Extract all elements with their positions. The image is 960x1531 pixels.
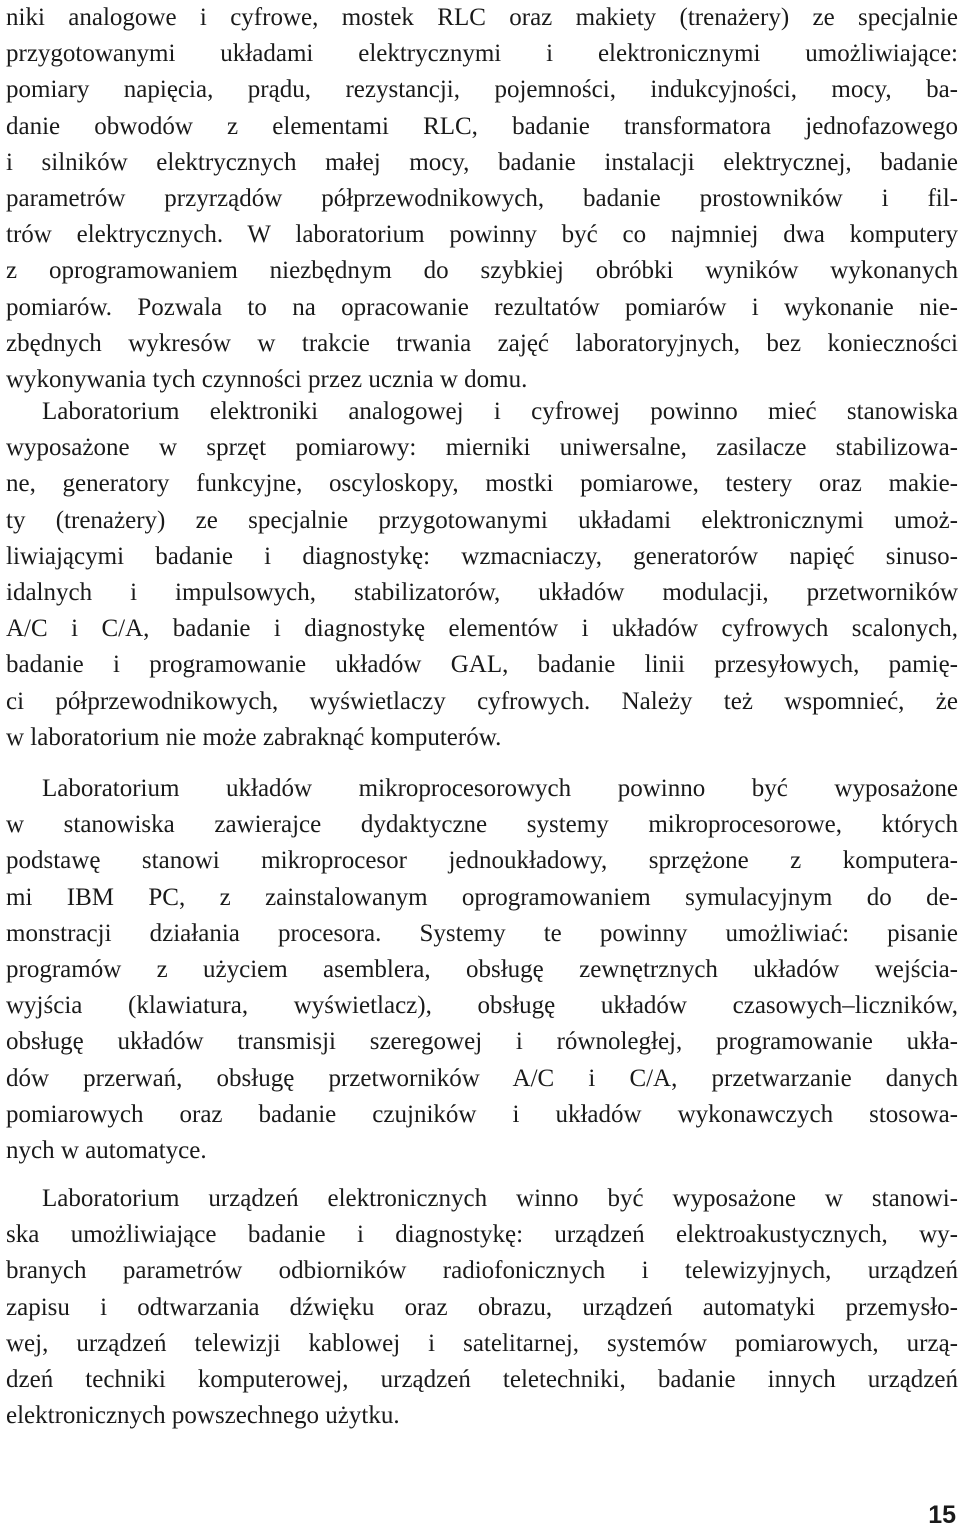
text-line: monstracji działania procesora. Systemy te powinny umożliwiać: pisanie: [6, 919, 958, 947]
text-line: pomiarów. Pozwala to na opracowanie rezultatów pomiarów i wykonanie nie-: [6, 293, 958, 321]
page-number: 15: [928, 1501, 956, 1529]
text-line: podstawę stanowi mikroprocesor jednoukładowy, sprzężone z komputera-: [6, 847, 958, 875]
paragraph-lab-analog-digital-electronics: [6, 394, 958, 756]
paragraph-lab-electrotechnics-continued: [6, 0, 958, 398]
text-line: liwiającymi badanie i diagnostykę: wzmacniaczy, generatorów napięć sinuso-: [6, 542, 958, 570]
text-line: ci półprzewodnikowych, wyświetlaczy cyfrowych. Należy też wspomnieć, że: [6, 687, 958, 715]
text-line: branych parametrów odbiorników radiofonicznych i telewizyjnych, urządzeń: [6, 1257, 958, 1285]
text-line: zapisu i odtwarzania dźwięku oraz obrazu, urządzeń automatyki przemysło-: [6, 1293, 958, 1321]
text-line: ty (trenażery) ze specjalnie przygotowanymi układami elektronicznymi umoż-: [6, 506, 958, 534]
text-line: wyjścia (klawiatura, wyświetlacz), obsługę układów czasowych–liczników,: [6, 992, 958, 1020]
text-line: parametrów przyrządów półprzewodnikowych, badanie prostowników i fil-: [6, 184, 958, 212]
text-line: niki analogowe i cyfrowe, mostek RLC oraz makiety (trenażery) ze specjalnie: [6, 4, 958, 31]
text-line: wej, urządzeń telewizji kablowej i satelitarnej, systemów pomiarowych, urzą-: [6, 1329, 958, 1357]
text-line: trów elektrycznych. W laboratorium powinny być co najmniej dwa komputery: [6, 221, 958, 249]
text-line: Laboratorium urządzeń elektronicznych winno być wyposażone w stanowi-: [42, 1185, 958, 1212]
text-line: Laboratorium układów mikroprocesorowych powinno być wyposażone: [42, 775, 958, 802]
text-line: z oprogramowaniem niezbędnym do szybkiej obróbki wyników wykonanych: [6, 257, 958, 285]
text-line: programów z użyciem asemblera, obsługę zewnętrznych układów wejścia-: [6, 955, 958, 983]
text-line: pomiarowych oraz badanie czujników i układów wykonawczych stosowa-: [6, 1100, 958, 1128]
text-line: dzeń techniki komputerowej, urządzeń teletechniki, badanie innych urządzeń: [6, 1365, 958, 1393]
text-line: ska umożliwiające badanie i diagnostykę: urządzeń elektroakustycznych, wy-: [6, 1221, 958, 1249]
text-line: idalnych i impulsowych, stabilizatorów, układów modulacji, przetworników: [6, 578, 958, 606]
text-line: przygotowanymi układami elektrycznymi i elektronicznymi umożliwiające:: [6, 40, 958, 68]
text-line: pomiary napięcia, prądu, rezystancji, pojemności, indukcyjności, mocy, ba-: [6, 76, 958, 104]
text-line: ne, generatory funkcyjne, oscyloskopy, mostki pomiarowe, testery oraz makie-: [6, 470, 958, 498]
text-line: w stanowiska zawierajce dydaktyczne systemy mikroprocesorowe, których: [6, 811, 958, 839]
text-line: wyposażone w sprzęt pomiarowy: mierniki uniwersalne, zasilacze stabilizowa-: [6, 434, 958, 462]
text-line: i silników elektrycznych małej mocy, badanie instalacji elektrycznej, badanie: [6, 148, 958, 176]
text-line: dów przerwań, obsługę przetworników A/C i C/A, przetwarzanie danych: [6, 1064, 958, 1092]
paragraph-lab-electronic-devices: [6, 1181, 958, 1434]
text-line: zbędnych wykresów w trakcie trwania zajęć laboratoryjnych, bez konieczności: [6, 329, 958, 357]
text-line: wykonywania tych czynności przez ucznia w domu.: [6, 365, 528, 393]
text-line: nych w automatyce.: [6, 1136, 207, 1164]
text-line: danie obwodów z elementami RLC, badanie transformatora jednofazowego: [6, 112, 958, 140]
paragraph-lab-microprocessors: [6, 771, 958, 1169]
text-line: Laboratorium elektroniki analogowej i cyfrowej powinno mieć stanowiska: [42, 398, 958, 425]
text-line: badanie i programowanie układów GAL, badanie linii przesyłowych, pamię-: [6, 651, 958, 679]
text-line: mi IBM PC, z zainstalowanym oprogramowaniem symulacyjnym do de-: [6, 883, 958, 911]
text-line: elektronicznych powszechnego użytku.: [6, 1402, 400, 1430]
text-line: obsługę układów transmisji szeregowej i równoległej, programowanie ukła-: [6, 1028, 958, 1056]
text-line: A/C i C/A, badanie i diagnostykę elementów i układów cyfrowych scalonych,: [6, 615, 958, 643]
text-line: w laboratorium nie może zabraknąć komputerów.: [6, 723, 502, 751]
